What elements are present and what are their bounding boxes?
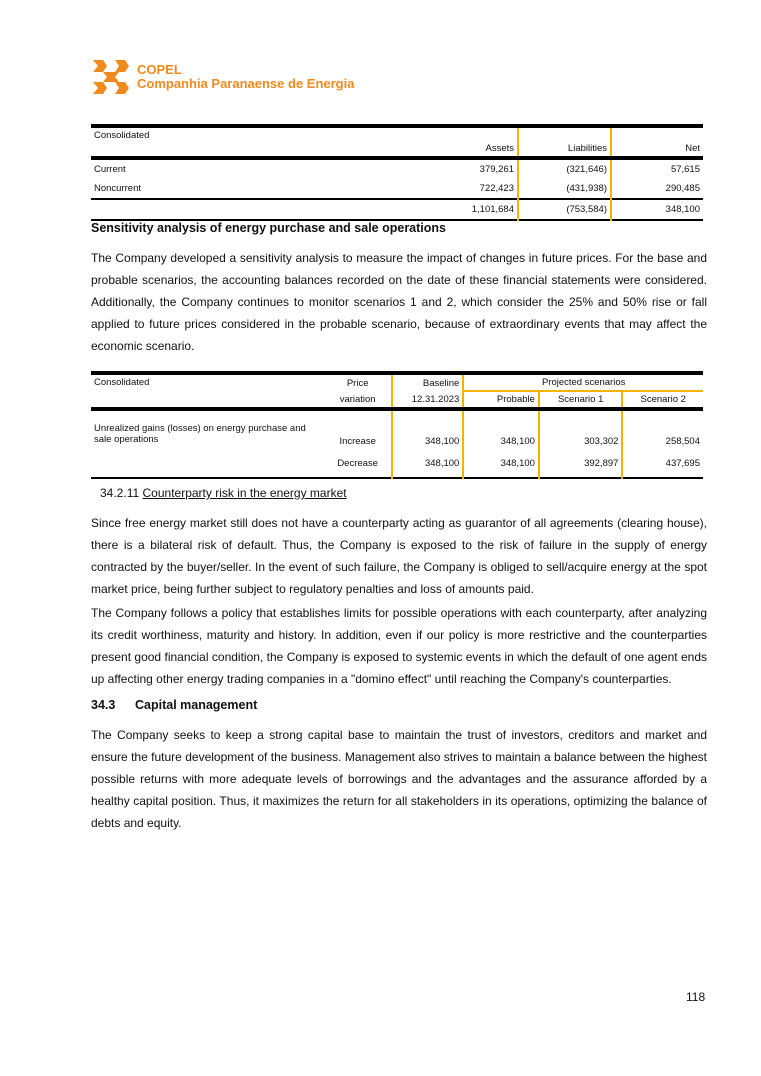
table-header-row [91, 126, 703, 158]
section-number: 34.3 [91, 698, 116, 712]
cell: 348,100 [392, 409, 464, 449]
cell: 392,897 [539, 449, 623, 478]
header-variation: variation [325, 391, 392, 409]
row-label: Unrealized gains (losses) on energy purchase and sale operations [91, 409, 325, 478]
paragraph: The Company developed a sensitivity analysis to measure the impact of changes in future prices. For the base and probable scenarios, the accounting balances recorded on the date of these financial statements were considered. Additionally, the Company continues to monitor scenarios 1 and 2, which consider the 25% and 50% rise or fall applied to future prices considered in the probable scenario, because of extraordinary events that may affect the economic scenario. [91, 251, 707, 353]
paragraph: The Company follows a policy that establishes limits for possible operations with each counterparty, after analyzing its credit worthiness, maturity and history. In addition, even if our policy is more restrictive and the counterparties present good financial condition, the Company is exposed to systemic events in which the default of one agent ends up affecting other energy trading companies in a "domino effect" until reaching the Company's counterparties. [91, 606, 707, 686]
counterparty-section [91, 482, 707, 834]
section-title: Capital management [135, 698, 258, 712]
cell: 348,100 [392, 449, 464, 478]
header-net: Net [685, 143, 700, 154]
cell: Increase [325, 409, 392, 449]
table-header-row [91, 373, 703, 391]
cell: 258,504 [665, 436, 700, 447]
cell: (753,584) [518, 199, 611, 220]
subsection-title: Counterparty risk in the energy market [142, 486, 347, 500]
header-scenario-2: Scenario 2 [640, 394, 686, 405]
cell: 290,485 [665, 183, 700, 194]
cell: 348,100 [463, 449, 539, 478]
cell: 722,423 [391, 179, 518, 199]
balance-table [91, 124, 703, 221]
section-heading [91, 694, 707, 716]
header-assets: Assets [391, 126, 518, 158]
cell: 437,695 [665, 457, 700, 469]
cell: Decrease [325, 449, 392, 478]
section-heading: Sensitivity analysis of energy purchase and sale operations [91, 221, 446, 235]
subsection-heading [91, 482, 707, 504]
cell: (431,938) [518, 179, 611, 199]
table-corner: Consolidated [94, 130, 150, 141]
header-baseline: Baseline [392, 373, 464, 391]
row-label: Noncurrent [94, 183, 141, 194]
header-date: 12.31.2023 [392, 391, 464, 409]
copel-logo-icon [93, 60, 129, 94]
page-number: 118 [686, 990, 706, 1004]
cell: 348,100 [463, 409, 539, 449]
header-scenario-1: Scenario 1 [539, 391, 623, 409]
table-corner: Consolidated [91, 373, 325, 409]
cell: 1,101,684 [391, 199, 518, 220]
logo-name: COPEL [137, 62, 182, 77]
header-price: Price [325, 373, 392, 391]
paragraph: The Company seeks to keep a strong capital base to maintain the trust of investors, creditors and market and ensure the future development of the business. Management also strives to maintain a balance between the highest possible returns with more adequate levels of borrowings and the advantages and the assurance afforded by a healthy capital position. Thus, it maximizes the return for all stakeholders in its operations, optimizing the balance of debts and equity. [91, 728, 707, 830]
sensitivity-section [91, 217, 707, 357]
paragraph: Since free energy market still does not have a counterparty acting as guarantor of all agreements (clearing house), there is a bilateral risk of default. Thus, the Company is exposed to the risk of failure in the supply of energy contracted by the buyer/seller. In the event of such failure, the Company is obliged to sell/acquire energy at the spot market price, being further subject to regulatory penalties and loss of amounts paid. [91, 516, 707, 596]
cell: (321,646) [518, 158, 611, 179]
cell: 303,302 [539, 409, 623, 449]
company-logo [93, 60, 354, 94]
table-row [91, 409, 703, 449]
header-liabilities: Liabilities [518, 126, 611, 158]
header-projected: Projected scenarios [463, 373, 703, 391]
cell: 57,615 [670, 164, 700, 175]
table-row [91, 158, 703, 179]
logo-subtitle: Companhia Paranaense de Energia [137, 76, 355, 91]
table-row [91, 179, 703, 199]
sensitivity-table [91, 371, 703, 479]
subsection-number: 34.2.11 [100, 486, 140, 500]
cell: 379,261 [391, 158, 518, 179]
header-probable: Probable [463, 391, 539, 409]
cell: 348,100 [665, 204, 700, 215]
row-label: Current [94, 164, 126, 175]
